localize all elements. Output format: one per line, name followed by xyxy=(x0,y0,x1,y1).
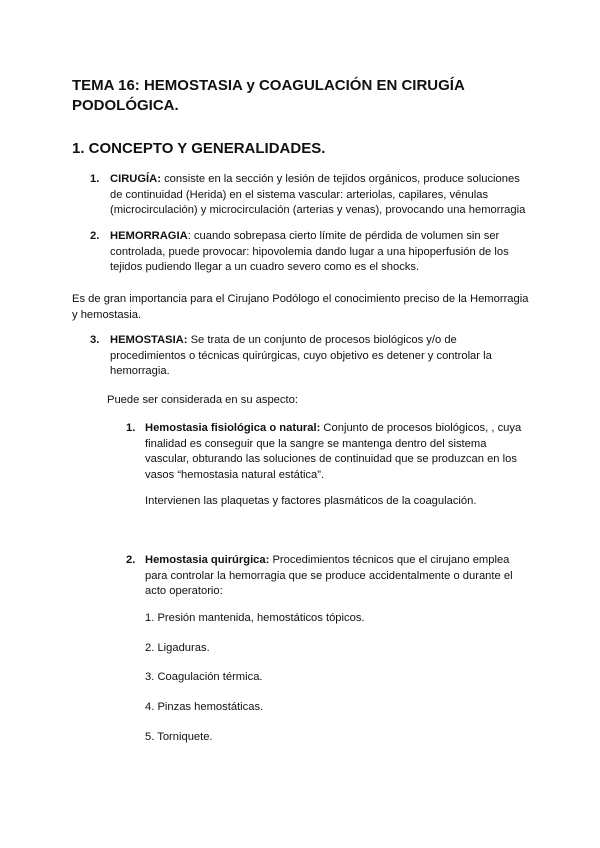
sub-item-extra: Intervienen las plaquetas y factores plasmáticos de la coagulación. xyxy=(145,495,477,507)
item-number: 3. xyxy=(90,334,100,346)
title-line-2: PODOLÓGICA. xyxy=(72,97,179,114)
item-text: de continuidad (Herida) en el sistema vascular: arteriolas, capilares, vénulas xyxy=(110,188,489,201)
section-heading: 1. CONCEPTO Y GENERALIDADES. xyxy=(72,140,326,157)
sub-item-text: vasos “hemostasia natural estática”. xyxy=(145,468,325,481)
method-item: 4. Pinzas hemostáticas. xyxy=(145,701,264,713)
item-cirugia xyxy=(110,172,550,219)
sub-item-text: vascular, obturando las soluciones de continuidad que se produzcan en los xyxy=(145,453,517,465)
document-title xyxy=(72,76,532,116)
item-text: (microcirculación) y microcirculación (arterias y venas), provocando una hemorragia xyxy=(110,204,526,216)
item-number: 2. xyxy=(90,230,100,242)
method-item: 5. Torniquete. xyxy=(145,731,213,743)
item-text: controlada, puede provocar: hipovolemia dando lugar a una hipoperfusión de los xyxy=(110,245,509,258)
method-item: 1. Presión mantenida, hemostáticos tópicos. xyxy=(145,612,365,624)
sub-item-text: Procedimientos técnicos que el cirujano emplea xyxy=(269,554,510,566)
importance-paragraph xyxy=(72,292,552,323)
sub-item-text: para controlar la hemorragia que se produce accidentalmente o durante el xyxy=(145,569,513,582)
item-text: procedimientos o técnicas quirúrgicas, cuyo objetivo es detener y controlar la xyxy=(110,349,492,362)
sub-item-number: 1. xyxy=(126,422,136,434)
item-text: tejidos pudiendo llegar a un cuadro severo como es el shocks. xyxy=(110,261,420,273)
sub-item-text: acto operatorio: xyxy=(145,585,223,597)
item-label: HEMORRAGIA xyxy=(110,230,188,242)
item-label: HEMOSTASIA: xyxy=(110,334,188,346)
title-line-1: TEMA 16: HEMOSTASIA y COAGULACIÓN EN CIRUGÍA xyxy=(72,77,465,94)
item-number: 1. xyxy=(90,173,100,185)
aspect-intro: Puede ser considerada en su aspecto: xyxy=(107,394,298,406)
sub-item-label: Hemostasia quirúrgica: xyxy=(145,554,270,566)
item-label: CIRUGÍA: xyxy=(110,173,161,185)
sub-item-number: 2. xyxy=(126,554,136,566)
sub-item-text: Conjunto de procesos biológicos, , cuya xyxy=(320,422,522,434)
item-hemorragia xyxy=(110,229,550,276)
paragraph-line: y hemostasia. xyxy=(72,308,142,321)
method-item: 2. Ligaduras. xyxy=(145,642,210,654)
paragraph-line: Es de gran importancia para el Cirujano Podólogo el conocimiento preciso de la Hemorragia xyxy=(72,293,529,305)
item-text: consiste en la sección y lesión de tejidos orgánicos, produce soluciones xyxy=(160,173,520,185)
sub-item-fisiologica xyxy=(145,421,545,483)
item-hemostasia xyxy=(110,333,550,380)
sub-item-quirurgica xyxy=(145,553,545,600)
item-text: Se trata de un conjunto de procesos biológicos y/o de xyxy=(187,334,457,346)
item-text: : cuando sobrepasa cierto límite de pérdida de volumen sin ser xyxy=(187,230,500,242)
method-item: 3. Coagulación térmica. xyxy=(145,671,263,683)
item-text: hemorragia. xyxy=(110,365,170,377)
sub-item-text: finalidad es conseguir que la sangre se mantenga dentro del sistema xyxy=(145,437,487,450)
sub-item-label: Hemostasia fisiológica o natural: xyxy=(145,422,321,434)
